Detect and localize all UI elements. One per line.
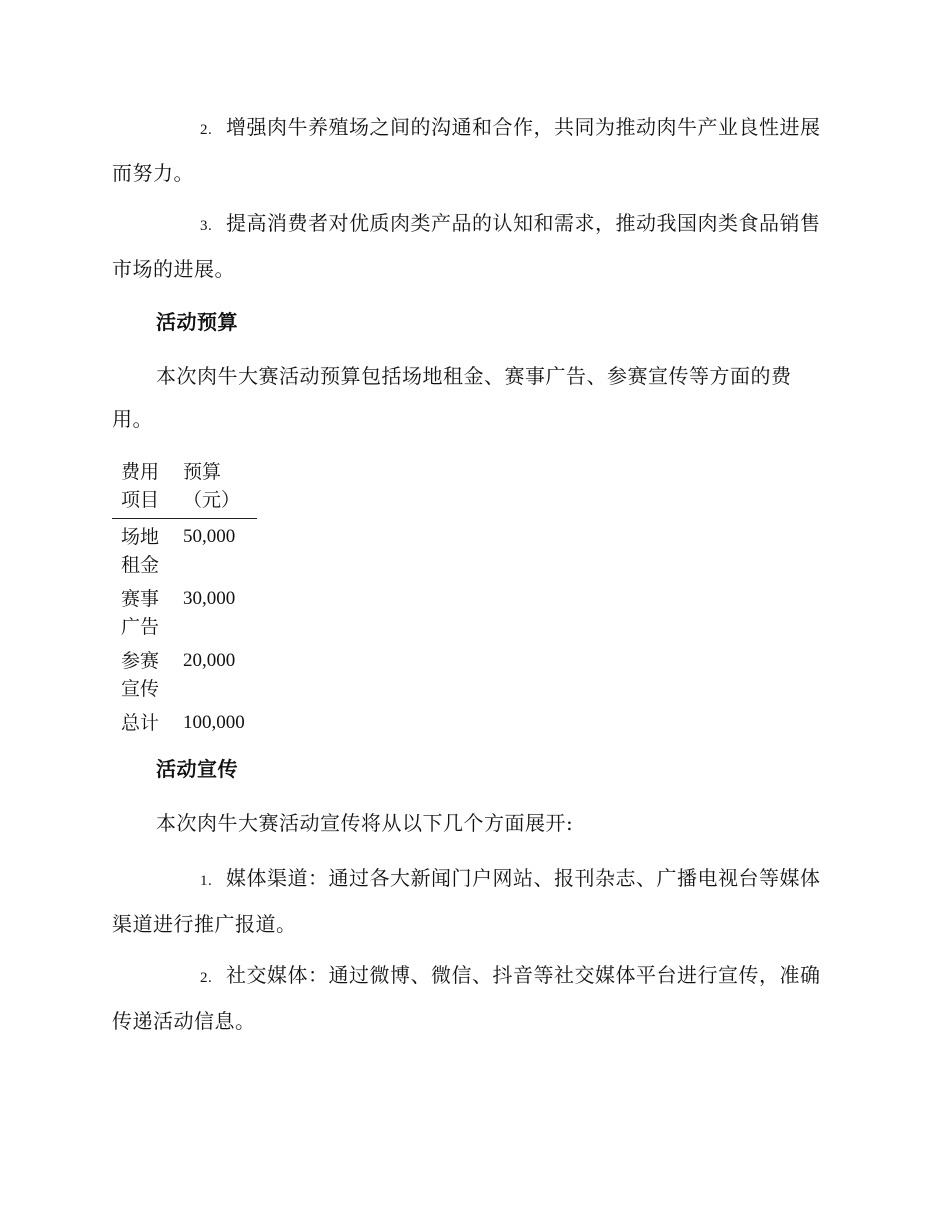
table-row <box>112 643 257 705</box>
list-text: 增强肉牛养殖场之间的沟通和合作，共同为推动肉牛产业良性进展而努力。 <box>112 115 821 185</box>
table-cell-item: 场地租金 <box>121 526 160 576</box>
list-text: 提高消费者对优质肉类产品的认知和需求，推动我国肉类食品销售市场的进展。 <box>112 211 821 281</box>
column-header-item: 费用项目 <box>121 461 160 511</box>
list-number: 1. <box>200 873 213 889</box>
budget-heading: 活动预算 <box>156 310 238 334</box>
table-cell-amount: 30,000 <box>183 588 236 609</box>
budget-intro: 本次肉牛大赛活动预算包括场地租金、赛事广告、参赛宣传等方面的费用。 <box>112 364 792 431</box>
promotion-heading: 活动宣传 <box>156 757 238 781</box>
budget-table <box>112 458 257 739</box>
table-row <box>112 519 257 582</box>
table-cell-item: 总计 <box>121 712 160 734</box>
list-text: 媒体渠道：通过各大新闻门户网站、报刊杂志、广播电视台等媒体渠道进行推广报道。 <box>112 866 821 936</box>
table-header-row <box>112 458 257 519</box>
table-cell-item: 赛事广告 <box>121 588 160 638</box>
list-number: 2. <box>200 970 213 986</box>
table-row <box>112 581 257 643</box>
promotion-intro: 本次肉牛大赛活动宣传将从以下几个方面展开: <box>156 811 574 835</box>
column-header-amount: 预算（元） <box>183 461 241 511</box>
table-cell-amount: 100,000 <box>183 712 245 733</box>
list-number: 2. <box>200 122 213 138</box>
table-row <box>112 705 257 739</box>
goal-item-3 <box>112 202 832 291</box>
promotion-item-2 <box>112 954 832 1043</box>
table-cell-amount: 50,000 <box>183 526 236 547</box>
table-cell-amount: 20,000 <box>183 650 236 671</box>
promotion-item-1 <box>112 857 832 946</box>
table-cell-item: 参赛宣传 <box>121 650 160 700</box>
list-text: 社交媒体：通过微博、微信、抖音等社交媒体平台进行宣传，准确传递活动信息。 <box>112 963 821 1033</box>
goal-item-2 <box>112 106 832 195</box>
list-number: 3. <box>200 218 213 234</box>
